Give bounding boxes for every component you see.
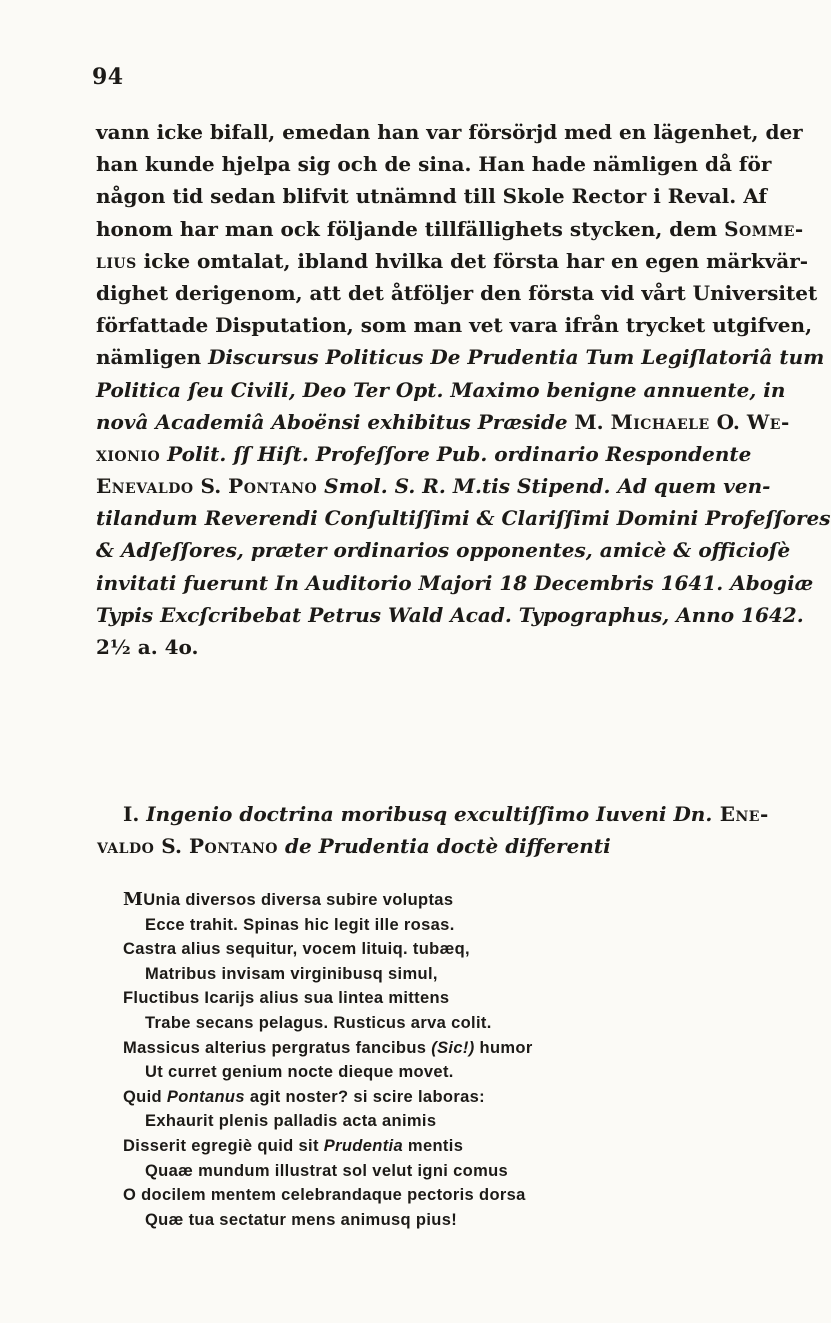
verse-text: Massicus alterius pergratus fancibus [123, 1038, 432, 1057]
line-text: nämligen [96, 345, 209, 370]
verse-text: Disserit egregiè quid sit [123, 1136, 324, 1155]
verse-text: Fluctibus Icarijs alius sua lintea mittens [123, 989, 450, 1008]
verse-text: Unia diversos diversa subire voluptas [143, 891, 454, 909]
verse-text: Ut curret genium nocte dieque movet. [145, 1063, 454, 1082]
text-line [96, 245, 809, 277]
verse-line [123, 1183, 543, 1208]
text-line [96, 438, 752, 470]
verse-line [123, 937, 543, 962]
person-name: Pontano [188, 834, 278, 859]
text-line [96, 470, 771, 502]
latin-title: Smol. S. R. M.tis Stipend. Ad quem ven- [317, 474, 771, 499]
format-note: 2½ a. 4o. [96, 635, 199, 659]
latin-title: & Adſeſſores, præter ordinarios opponentes, amicè & officioſè [96, 538, 791, 563]
text-line [96, 374, 786, 406]
person-name: Pontano [228, 474, 318, 499]
verse-line [123, 1159, 543, 1184]
text-line [96, 502, 831, 534]
line-text: honom har man ock följande tillfällighets stycken, dem [96, 216, 725, 241]
editorial-note: (Sic!) [431, 1038, 475, 1057]
text-line [96, 277, 818, 309]
verse-line [123, 1011, 543, 1036]
verse-line [123, 1208, 543, 1233]
poem-heading [97, 798, 769, 862]
latin-title: invitati fuerunt In Auditorio Majori 18 Decembris 1641. Abogiæ [96, 570, 814, 595]
line-text: S. [193, 474, 229, 499]
verse-text: Matribus invisam virginibusq simul, [145, 964, 438, 983]
line-text: vann icke bifall, emedan han var försörjd med en lägenhet, der [96, 120, 803, 144]
text-line [96, 631, 700, 663]
verse-text: Castra alius sequitur, vocem lituiq. tubæq, [123, 940, 470, 959]
verse-text: Exhaurit plenis palladis acta animis [145, 1112, 437, 1131]
line-text: icke omtalat, ibland hvilka det första har en egen märkvär- [136, 248, 809, 273]
text-line [96, 341, 825, 373]
text-line [96, 309, 813, 341]
verse-text: Quæ tua sectatur mens animusq pius! [145, 1210, 458, 1229]
verse-line [123, 1060, 543, 1085]
latin-title: Politica ſeu Civili, Deo Ter Opt. Maximo benigne annuente, in [96, 377, 786, 402]
verse-text: Quaæ mundum illustrat sol velut igni comus [145, 1161, 509, 1180]
line-text: M. [567, 409, 611, 434]
verse-line [123, 913, 543, 938]
text-line [96, 116, 803, 148]
line-text: någon tid sedan blifvit utnämnd till Skole Rector i Reval. Af [96, 184, 767, 209]
line-text: dighet derigenom, att det åtföljer den första vid vårt Universitet [96, 280, 818, 305]
latin-title: Polit. ſſ Hiſt. Profeſſore Pub. ordinario Respondente [160, 441, 752, 466]
heading-line [123, 798, 769, 830]
verse-text: Quid [123, 1087, 167, 1106]
author-name: lius [96, 248, 137, 273]
person-name: Michaele [610, 409, 710, 434]
text-line [96, 567, 814, 599]
latin-poem [123, 888, 543, 1232]
person-name: We- [746, 409, 790, 434]
emphasis-word: Prudentia [323, 1136, 403, 1155]
latin-title: tilandum Reverendi Conſultiſſimi & Clariſſimi Domini Profeſſores [96, 506, 831, 531]
person-name: xionio [96, 441, 161, 466]
line-text: O. [709, 409, 747, 434]
verse-line [123, 986, 543, 1011]
dedication-text: de Prudentia doctè differenti [278, 834, 611, 859]
heading-line [97, 830, 703, 862]
verse-text: agit noster? si scire laboras: [244, 1087, 485, 1106]
verse-text: humor [474, 1038, 533, 1057]
verse-line [123, 1109, 543, 1134]
line-text: S. [154, 834, 189, 859]
text-line [96, 180, 767, 212]
person-name: Enevaldo [96, 474, 194, 499]
line-text: han kunde hjelpa sig och de sina. Han hade nämligen då för [96, 152, 772, 177]
verse-text: O docilem mentem celebrandaque pectoris dorsa [123, 1186, 526, 1205]
person-name: Pontanus [166, 1087, 245, 1106]
verse-text: mentis [403, 1136, 464, 1155]
verse-line [123, 1134, 543, 1159]
text-line [96, 534, 791, 566]
verse-line [123, 1036, 543, 1061]
author-name: Somme- [724, 216, 804, 241]
latin-title: Discursus Politicus De Prudentia Tum Legiſlatoriâ tum [208, 345, 825, 370]
text-line [96, 599, 804, 631]
person-name: Ene- [712, 802, 769, 826]
body-paragraph [96, 116, 831, 663]
initial-letter: M [123, 889, 144, 910]
line-text: författade Disputation, som man vet vara ifrån trycket utgifven, [96, 313, 813, 338]
heading-numeral: I. [123, 802, 147, 826]
verse-text: Ecce trahit. Spinas hic legit ille rosas. [145, 915, 455, 934]
verse-line [123, 1085, 543, 1110]
person-name: valdo [97, 834, 155, 859]
latin-title: novâ Academiâ Aboënsi exhibitus Præside [96, 409, 568, 434]
page-number: 94 [92, 64, 124, 90]
text-line [96, 148, 772, 180]
dedication-text: Ingenio doctrina moribusq excultiſſimo Iuveni Dn. [146, 802, 713, 826]
text-line [96, 213, 804, 245]
latin-title: Typis Excſcribebat Petrus Wald Acad. Typographus, Anno 1642. [96, 602, 804, 627]
verse-line [123, 962, 543, 987]
text-line [96, 406, 790, 438]
verse-text: Trabe secans pelagus. Rusticus arva colit. [145, 1013, 492, 1032]
verse-line [123, 888, 543, 913]
